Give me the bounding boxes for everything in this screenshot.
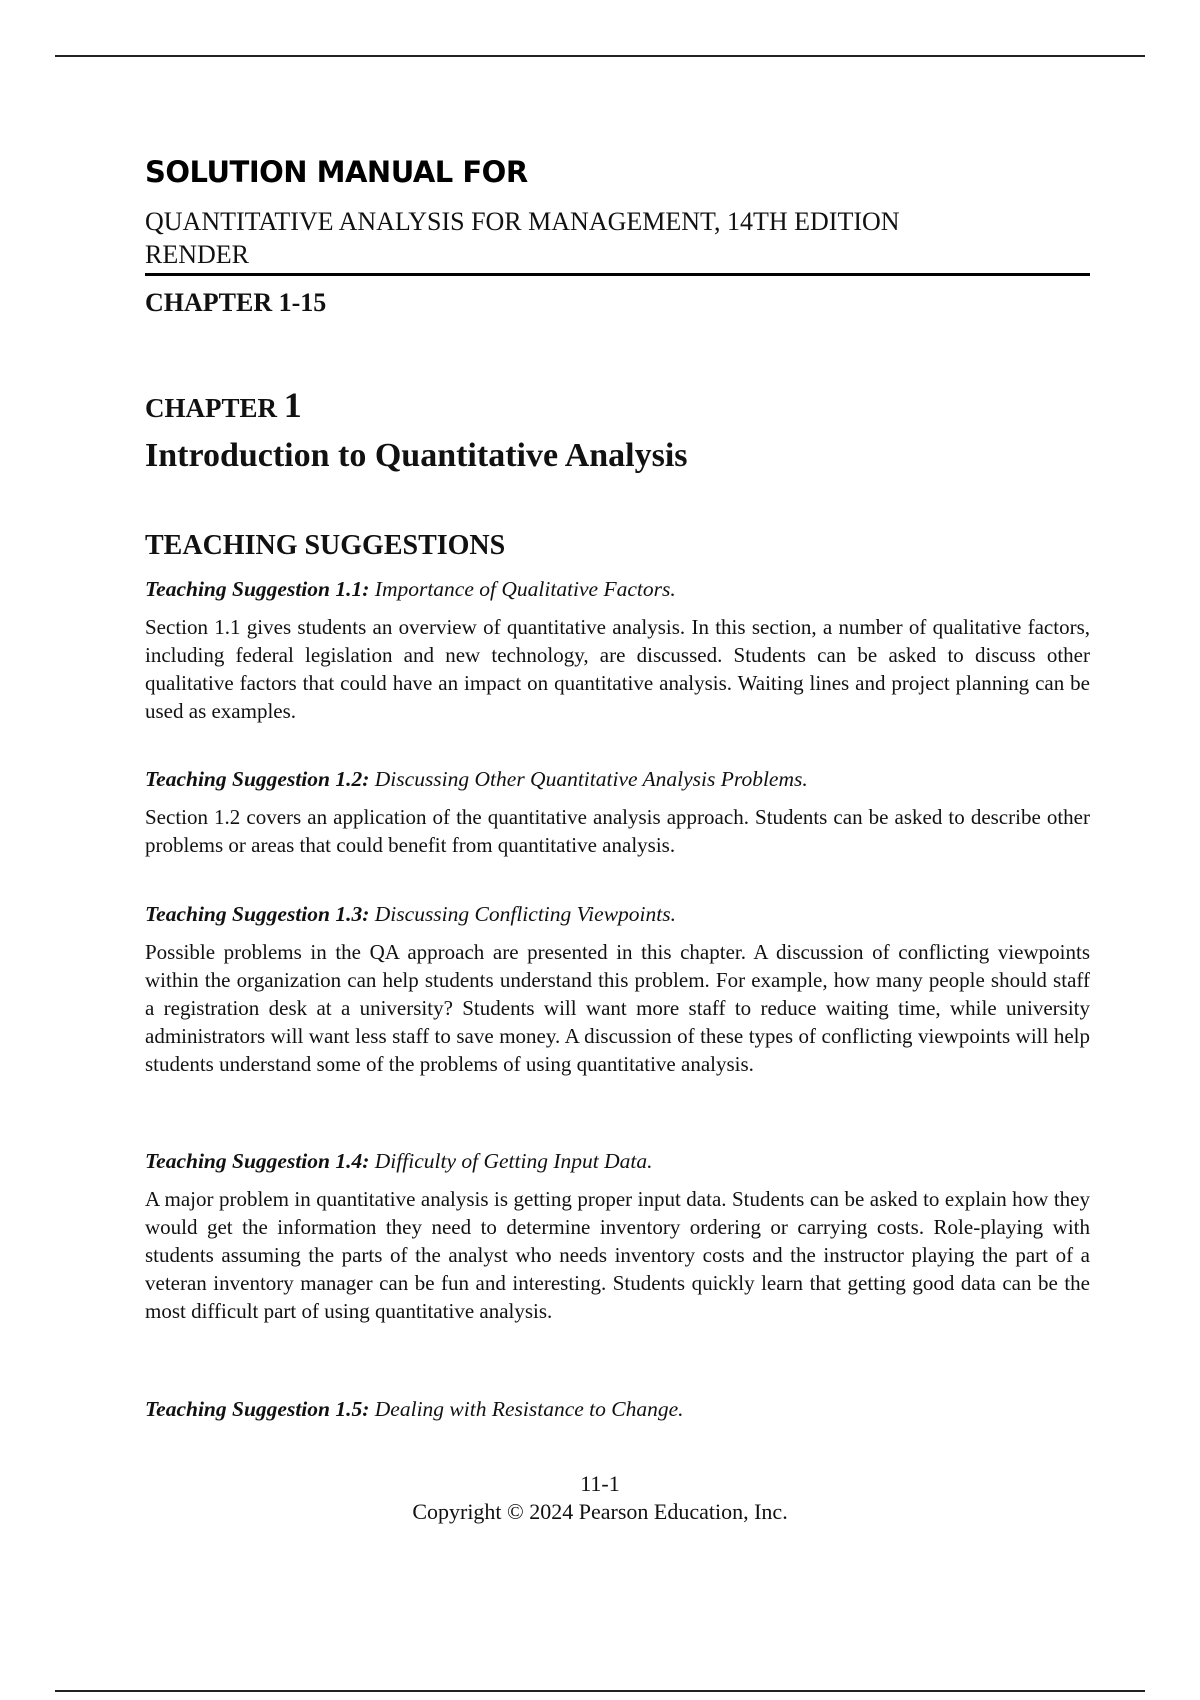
- title-divider: [145, 273, 1090, 276]
- suggestion-label: Teaching Suggestion 1.5:: [145, 1397, 370, 1421]
- teaching-suggestion: [145, 1395, 1090, 1433]
- suggestion-label: Teaching Suggestion 1.2:: [145, 767, 370, 791]
- chapter-number: 1: [283, 385, 302, 425]
- suggestion-heading: [145, 900, 1090, 928]
- suggestion-body: Possible problems in the QA approach are presented in this chapter. A discussion of conflicting viewpoints within the organization can help students understand this problem. For example, how many people should staff a registration desk at a university? Students will want more staff to reduce waiting time, while university administrators will want less staff to save money. A discussion of these types of conflicting viewpoints will help students understand some of the problems of using quantitative analysis.: [145, 940, 1090, 1076]
- suggestion-topic: Difficulty of Getting Input Data.: [374, 1149, 653, 1173]
- teaching-suggestion: [145, 1147, 1090, 1325]
- suggestion-heading: [145, 1395, 1090, 1423]
- book-title-line-2: RENDER: [145, 240, 249, 269]
- section-heading: TEACHING SUGGESTIONS: [145, 530, 506, 561]
- suggestion-heading: [145, 575, 1090, 603]
- page-footer: [0, 1470, 1200, 1526]
- page-number: 11-1: [580, 1471, 620, 1496]
- suggestion-topic: Discussing Other Quantitative Analysis Problems.: [374, 767, 808, 791]
- book-title: [145, 205, 1090, 271]
- suggestion-label: Teaching Suggestion 1.4:: [145, 1149, 370, 1173]
- suggestion-topic: Discussing Conflicting Viewpoints.: [374, 902, 676, 926]
- book-title-line-1: QUANTITATIVE ANALYSIS FOR MANAGEMENT, 14TH EDITION: [145, 207, 900, 236]
- manual-title: SOLUTION MANUAL FOR: [145, 155, 528, 189]
- chapter-title: Introduction to Quantitative Analysis: [145, 437, 688, 474]
- teaching-suggestion: [145, 765, 1090, 859]
- teaching-suggestion: [145, 575, 1090, 725]
- suggestion-topic: Dealing with Resistance to Change.: [374, 1397, 684, 1421]
- top-rule: [55, 55, 1145, 57]
- suggestion-label: Teaching Suggestion 1.1:: [145, 577, 370, 601]
- chapter-word: CHAPTER: [145, 393, 278, 423]
- copyright-notice: Copyright © 2024 Pearson Education, Inc.: [412, 1499, 788, 1524]
- chapter-range: CHAPTER 1-15: [145, 288, 327, 317]
- suggestion-label: Teaching Suggestion 1.3:: [145, 902, 370, 926]
- suggestion-heading: [145, 765, 1090, 793]
- teaching-suggestion: [145, 900, 1090, 1078]
- suggestion-topic: Importance of Qualitative Factors.: [374, 577, 676, 601]
- suggestion-heading: [145, 1147, 1090, 1175]
- suggestion-body: A major problem in quantitative analysis is getting proper input data. Students can be asked to explain how they would get the information they need to determine inventory ordering or carrying costs. Role-playing with students assuming the parts of the analyst who needs inventory costs and the instructor playing the part of a veteran inventory manager can be fun and interesting. Students quickly learn that getting good data can be the most difficult part of using quantitative analysis.: [145, 1187, 1090, 1323]
- suggestion-body: Section 1.1 gives students an overview of quantitative analysis. In this section, a number of qualitative factors, including federal legislation and new technology, are discussed. Students can be asked to discuss other qualitative factors that could have an impact on quantitative analysis. Waiting lines and project planning can be used as examples.: [145, 615, 1090, 723]
- chapter-label: [145, 384, 302, 426]
- bottom-rule: [55, 1690, 1145, 1692]
- suggestion-body: Section 1.2 covers an application of the quantitative analysis approach. Students can be asked to describe other problems or areas that could benefit from quantitative analysis.: [145, 805, 1090, 857]
